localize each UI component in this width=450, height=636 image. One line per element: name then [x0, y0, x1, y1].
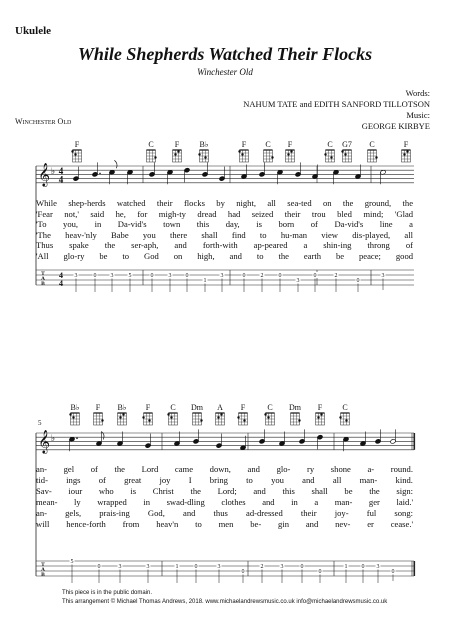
chord-diagram-finger-dot	[406, 150, 408, 152]
lyric-syllable: you	[271, 474, 284, 485]
lyric-syllable: ings	[66, 474, 81, 485]
lyric-syllable: in	[291, 496, 298, 507]
chord-symbol: G7	[342, 140, 352, 149]
lyric-syllable: this	[282, 485, 295, 496]
lyric-syllable: flocks	[183, 198, 205, 208]
lyric-syllable: Christ	[152, 485, 174, 496]
lyric-syllable: dis-played,	[352, 229, 391, 240]
lyric-syllable: Lord	[141, 464, 159, 474]
lyric-syllable: round.	[390, 464, 413, 474]
lyric-syllable: be	[335, 251, 345, 261]
lyric-syllable: iour	[68, 485, 83, 496]
lyric-syllable: high,	[197, 251, 215, 261]
lyric-syllable: dread	[197, 208, 217, 219]
lyric-syllable: cease.'	[390, 518, 414, 529]
lyric-syllable: who	[98, 485, 114, 496]
lyric-syllable: earth	[303, 251, 322, 261]
lyric-syllable: 'To	[36, 219, 47, 230]
lyric-syllable: a	[314, 496, 319, 507]
chord-symbol: C	[369, 140, 375, 149]
lyric-syllable: all	[267, 198, 276, 208]
final-barline-thick	[414, 433, 416, 450]
tab-fret-number: 0	[278, 273, 282, 279]
lyric-syllable: the	[402, 198, 414, 208]
chord-diagram-finger-dot	[74, 153, 76, 155]
lyric-syllable: is	[256, 219, 262, 230]
chord-diagram-finger-dot	[154, 156, 156, 158]
time-signature-bottom: 4	[58, 174, 64, 185]
lyric-syllable: is	[130, 485, 137, 496]
system1-verse-5	[36, 240, 413, 250]
lyric-syllable: to	[195, 518, 202, 529]
chord-diagram-finger-dot	[290, 150, 292, 152]
lyric-syllable: watched	[116, 198, 146, 208]
lyric-syllable: great	[124, 474, 142, 485]
chord-symbol: F	[95, 403, 101, 412]
lyric-syllable: shall	[311, 485, 328, 496]
lyric-syllable: born	[278, 219, 295, 230]
lyric-syllable: spake	[69, 240, 89, 251]
lyric-syllable: an-	[36, 464, 47, 474]
lyric-syllable: sign:	[396, 485, 414, 496]
lyric-syllable: and	[247, 464, 260, 474]
lyric-syllable: ly	[74, 496, 81, 507]
chord-diagram-finger-dot	[324, 153, 326, 155]
lyric-syllable: to	[246, 474, 253, 485]
lyric-syllable: heav-'nly	[65, 229, 97, 240]
chord-symbol: F	[241, 140, 247, 149]
chord-diagram-finger-dot	[71, 150, 73, 152]
lyric-syllable: shin-ing	[323, 240, 352, 251]
key-signature-flat-icon: ♭	[50, 166, 56, 176]
tab-fret-number: 0	[93, 273, 97, 279]
system1-verse-4	[36, 230, 413, 240]
lyric-syllable: a-	[367, 464, 375, 474]
tab-fret-number: 0	[150, 273, 154, 279]
lyric-syllable: forth-with	[202, 240, 238, 251]
lyric-syllable: of	[90, 464, 98, 474]
lyric-syllable: man-	[359, 474, 378, 485]
tab-fret-number: 3	[118, 564, 122, 570]
lyric-syllable: day,	[225, 219, 240, 230]
lyric-syllable: find	[231, 229, 246, 240]
lyric-syllable: thus	[213, 507, 228, 518]
system2-verse-1	[36, 464, 413, 474]
lyric-syllable: an-	[36, 507, 47, 518]
chord-diagram-finger-dot	[69, 413, 71, 415]
lyric-syllable: laid.'	[396, 496, 414, 507]
tab-fret-number: 0	[361, 564, 365, 570]
chord-symbol: F	[317, 403, 323, 412]
tab-fret-number: 2	[334, 273, 338, 279]
key-signature-flat-icon: ♭	[50, 433, 56, 443]
chord-diagram-finger-dot	[237, 416, 239, 418]
chord-diagram-finger-dot	[320, 413, 322, 415]
lyric-syllable: mind;	[363, 208, 384, 219]
words-label: Words:	[405, 88, 430, 98]
lyric-syllable: song:	[394, 507, 414, 518]
chord-symbol: C	[267, 403, 273, 412]
lyric-syllable: Sav-	[36, 485, 52, 496]
chord-diagram-finger-dot	[317, 416, 319, 418]
tab-fret-number: 3	[217, 564, 221, 570]
lyric-syllable: their	[300, 507, 317, 518]
chord-diagram-finger-dot	[177, 150, 179, 152]
tab-fret-number: 3	[146, 564, 150, 570]
tab-fret-number: 0	[318, 569, 322, 575]
tab-final-barline-thick	[414, 561, 416, 576]
lyric-syllable: ful	[366, 507, 377, 518]
lyric-syllable: the	[190, 485, 201, 496]
lyric-syllable: of	[310, 219, 318, 230]
lyric-syllable: Babe	[110, 229, 129, 240]
chord-diagram-finger-dot	[238, 150, 240, 152]
lyric-syllable: While	[36, 198, 57, 208]
lyric-syllable: joy-	[334, 507, 349, 518]
lyric-syllable: be-	[250, 518, 262, 529]
chord-diagram-finger-dot	[220, 413, 222, 415]
lyric-syllable: be	[344, 485, 353, 496]
tab-fret-number: 1	[203, 278, 207, 284]
lyric-syllable: to	[122, 251, 130, 261]
tab-fret-number: 0	[241, 569, 245, 575]
lyric-syllable: shall	[201, 229, 218, 240]
lyric-syllable: ground,	[364, 198, 392, 208]
lyric-syllable: hence-forth	[66, 518, 106, 529]
chord-diagram-finger-dot	[167, 413, 169, 415]
tab-fret-number: 0	[185, 273, 189, 279]
lyric-syllable: down,	[209, 464, 231, 474]
chord-diagram-finger-dot	[101, 419, 103, 421]
lyric-syllable: the	[278, 251, 289, 261]
lyric-syllable: sea-ted	[287, 198, 312, 208]
lyric-syllable: all	[404, 229, 413, 240]
footer-copyright: This arrangement © Michael Thomas Andrews, 2018. www.michaelandrewsmusic.co.uk info@michaelandrewsmusic.co.uk	[62, 599, 388, 605]
lyric-syllable: swad-dling	[166, 496, 205, 507]
lyric-syllable: and	[305, 518, 319, 529]
tab-fret-number: 3	[220, 273, 224, 279]
lyric-syllable: good	[395, 251, 414, 261]
lyric-syllable: gin	[278, 518, 290, 529]
lyric-syllable: in	[94, 219, 102, 230]
page-subtitle: Winchester Old	[197, 67, 253, 77]
lyric-syllable: a	[303, 240, 308, 251]
tab-clef-letter: A	[41, 276, 45, 282]
treble-clef-icon: 𝄞	[38, 164, 50, 186]
lyric-syllable: men	[218, 518, 234, 529]
lyric-syllable: from	[122, 518, 140, 529]
chord-diagram-finger-dot	[170, 416, 172, 418]
lyric-syllable: the	[114, 464, 125, 474]
tune-name: Winchester Old	[15, 117, 72, 126]
lyric-syllable: peace;	[359, 251, 381, 261]
lyric-syllable: and	[302, 474, 315, 485]
lyric-syllable: to	[259, 229, 267, 240]
lyric-syllable: he,	[115, 208, 126, 219]
tab-fret-number: 0	[313, 273, 317, 279]
lyric-syllable: to	[256, 251, 264, 261]
tab-fret-number: 3	[376, 564, 380, 570]
words-authors: NAHUM TATE and EDITH SANFORD TILLOTSON	[243, 99, 430, 109]
lyric-syllable: trou	[311, 208, 326, 219]
tab-fret-number: 1	[175, 564, 179, 570]
lyric-syllable: had	[227, 208, 241, 219]
lyric-syllable: 'Fear	[36, 208, 53, 219]
lyric-syllable: er	[367, 518, 374, 529]
time-signature-top: 4	[58, 166, 64, 176]
lyric-syllable: 'Glad	[394, 208, 414, 219]
chord-symbol: B♭	[117, 403, 127, 412]
lyric-syllable: shep-herds	[68, 198, 106, 208]
tab-time-bottom: 4	[59, 279, 63, 288]
lyric-syllable: night,	[236, 198, 257, 208]
chord-symbol: C	[148, 140, 154, 149]
lyric-syllable: and	[253, 485, 266, 496]
lyric-syllable: 'The	[36, 229, 51, 240]
lyric-syllable: you	[142, 229, 156, 240]
lyric-syllable: tid-	[36, 474, 48, 485]
lyric-syllable: bled	[337, 208, 352, 219]
chord-diagram-finger-dot	[200, 419, 202, 421]
system1-verse-1	[36, 198, 413, 208]
music-author: GEORGE KIRBYE	[361, 121, 430, 131]
note-flag	[114, 160, 117, 168]
lyric-syllable: God,	[147, 507, 165, 518]
music-label: Music:	[406, 110, 430, 120]
chord-symbol: B♭	[199, 140, 209, 149]
tab-fret-number: 5	[70, 559, 74, 565]
lyric-syllable: migh-ty	[158, 208, 186, 219]
lyric-syllable: joy	[159, 474, 171, 485]
lyric-syllable: the	[342, 198, 354, 208]
chord-symbol: B♭	[70, 403, 80, 412]
lyric-syllable: not,'	[64, 208, 79, 219]
tab-fret-number: 3	[381, 273, 385, 279]
lyric-syllable: and	[262, 496, 275, 507]
lyric-syllable: mean-	[36, 496, 58, 507]
measure-number: 5	[38, 419, 42, 427]
lyric-syllable: a	[409, 219, 413, 230]
system2-verse-4	[36, 497, 413, 507]
lyric-syllable: this	[196, 219, 210, 230]
chord-symbol: C	[170, 403, 176, 412]
chord-diagram-finger-dot	[148, 419, 150, 421]
chord-symbol: C	[327, 140, 333, 149]
lyric-syllable: ger	[368, 496, 380, 507]
lyric-syllable: and	[183, 507, 196, 518]
chord-diagram-finger-dot	[287, 153, 289, 155]
chord-diagram-finger-dot	[267, 416, 269, 418]
chord-symbol: F	[145, 403, 151, 412]
chord-symbol: F	[287, 140, 293, 149]
chord-symbol: F	[403, 140, 409, 149]
lyric-syllable: will	[36, 518, 50, 529]
lyric-syllable: and	[174, 240, 187, 251]
chord-diagram-finger-dot	[119, 416, 121, 418]
lyric-syllable: hu-man	[280, 229, 308, 240]
lyric-syllable: Da-vid's	[334, 219, 364, 230]
tab-fret-number: 3	[296, 278, 300, 284]
chord-diagram-finger-dot	[204, 156, 206, 158]
lyric-syllable: of	[98, 474, 106, 485]
footer-public-domain: This piece is in the public domain.	[62, 590, 153, 596]
tab-fret-number: 2	[260, 564, 264, 570]
tab-fret-number: 3	[280, 564, 284, 570]
system2-verse-6	[36, 519, 413, 529]
system2-verse-3	[36, 486, 413, 496]
tab-fret-number: 2	[260, 273, 264, 279]
lyric-syllable: came	[174, 464, 194, 474]
system1-verse-3	[36, 219, 413, 229]
lyric-syllable: ser-aph,	[131, 240, 159, 251]
lyric-syllable: gels,	[65, 507, 82, 518]
lyric-syllable: man-	[334, 496, 353, 507]
lyric-syllable: and	[229, 251, 242, 261]
tab-fret-number: 3	[74, 273, 78, 279]
lyric-syllable: town	[163, 219, 181, 230]
tab-fret-number: 0	[97, 564, 101, 570]
lyric-syllable: shone	[330, 464, 351, 474]
chord-diagram-finger-dot	[198, 153, 200, 155]
lyric-syllable: seized	[251, 208, 274, 219]
tab-fret-number: 0	[300, 564, 304, 570]
lyric-syllable: Thus	[36, 240, 54, 251]
lyric-syllable: on	[173, 251, 183, 261]
note-dot	[76, 438, 78, 440]
chord-diagram-finger-dot	[339, 416, 341, 418]
chord-symbol: C	[265, 140, 271, 149]
system2-verse-5	[36, 508, 413, 518]
chord-diagram-finger-dot	[122, 413, 124, 415]
lyric-syllable: for	[137, 208, 148, 219]
lyric-syllable: the	[104, 240, 116, 251]
chord-diagram-finger-dot	[375, 156, 377, 158]
note-dot	[99, 173, 101, 175]
lyric-syllable: Da-vid's	[117, 219, 147, 230]
tab-clef-letter: A	[41, 567, 45, 573]
treble-clef-icon: 𝄞	[38, 431, 50, 453]
lyric-syllable: 'All	[36, 251, 49, 261]
chord-diagram-finger-dot	[217, 416, 219, 418]
chord-symbol: F	[240, 403, 246, 412]
lyric-syllable: throng	[367, 240, 390, 251]
tab-fret-number: 0	[356, 278, 360, 284]
page-title: While Shepherds Watched Their Flocks	[77, 44, 373, 64]
tab-clef-letter: B	[41, 572, 45, 578]
lyric-syllable: be	[99, 251, 108, 261]
chord-symbol: C	[342, 403, 348, 412]
chord-diagram-finger-dot	[241, 153, 243, 155]
lyric-syllable: clothes	[221, 496, 246, 507]
lyric-syllable: all	[332, 474, 342, 485]
chord-symbol: F	[74, 140, 80, 149]
lyric-syllable: there	[169, 229, 188, 240]
chord-diagram-finger-dot	[174, 153, 176, 155]
chord-symbol: Dm	[191, 403, 203, 412]
chord-diagram-finger-dot	[341, 150, 343, 152]
chord-diagram-finger-dot	[344, 153, 346, 155]
tab-fret-number: 3	[110, 273, 114, 279]
lyric-syllable: the	[369, 485, 380, 496]
lyric-syllable: bring	[209, 474, 228, 485]
chord-diagram-finger-dot	[142, 416, 144, 418]
chord-symbol: A	[217, 403, 223, 412]
lyric-syllable: you,	[63, 219, 79, 230]
chord-diagram-finger-dot	[243, 419, 245, 421]
lyric-syllable: view	[321, 229, 339, 240]
tab-time-top: 4	[59, 271, 63, 280]
system1-verse-6	[36, 251, 413, 261]
lyric-syllable: wrapped	[97, 496, 127, 507]
lyric-syllable: I	[188, 474, 192, 485]
lyric-syllable: ry	[307, 464, 315, 474]
lyric-syllable: God	[143, 251, 159, 261]
lyric-syllable: their	[284, 208, 301, 219]
lyric-syllable: prais-ing	[99, 507, 130, 518]
lyric-syllable: by	[216, 198, 225, 208]
tab-fret-number: 5	[128, 273, 132, 279]
tab-clef-letter: T	[41, 562, 45, 568]
system2-verse-2	[36, 475, 413, 485]
tab-clef-letter: T	[41, 271, 45, 277]
lyric-syllable: in	[143, 496, 151, 507]
tab-fret-number: 3	[168, 273, 172, 279]
chord-diagram-finger-dot	[264, 413, 266, 415]
chord-symbol: F	[174, 140, 180, 149]
tab-fret-number: 0	[194, 564, 198, 570]
lyric-syllable: heav'n	[156, 518, 179, 529]
lyric-syllable: nev-	[335, 518, 351, 529]
chord-diagram-finger-dot	[72, 416, 74, 418]
tab-fret-number: 1	[344, 564, 348, 570]
lyric-syllable: line	[379, 219, 393, 230]
chord-diagram-finger-dot	[403, 153, 405, 155]
lyric-syllable: their	[156, 198, 173, 208]
lyric-syllable: kind.	[395, 474, 413, 485]
tab-clef-letter: B	[41, 281, 45, 287]
lyric-syllable: glo-	[276, 464, 291, 474]
lyric-syllable: of	[405, 240, 413, 251]
lyric-syllable: gel	[63, 464, 75, 474]
lyric-syllable: ap-peared	[253, 240, 288, 251]
chord-symbol: Dm	[289, 403, 301, 412]
chord-diagram-finger-dot	[345, 419, 347, 421]
chord-diagram-finger-dot	[271, 156, 273, 158]
chord-diagram-finger-dot	[298, 419, 300, 421]
system1-verse-2	[36, 209, 413, 219]
instrument-label: Ukulele	[15, 25, 52, 37]
lyric-syllable: on	[322, 198, 332, 208]
chord-diagram-finger-dot	[330, 156, 332, 158]
lyric-syllable: Lord;	[217, 485, 237, 496]
lyric-syllable: said	[90, 208, 105, 219]
tab-fret-number: 0	[391, 569, 395, 575]
tab-fret-number: 0	[242, 273, 246, 279]
lyric-syllable: ad-dressed	[246, 507, 283, 518]
lyric-syllable: glo-ry	[63, 251, 85, 261]
